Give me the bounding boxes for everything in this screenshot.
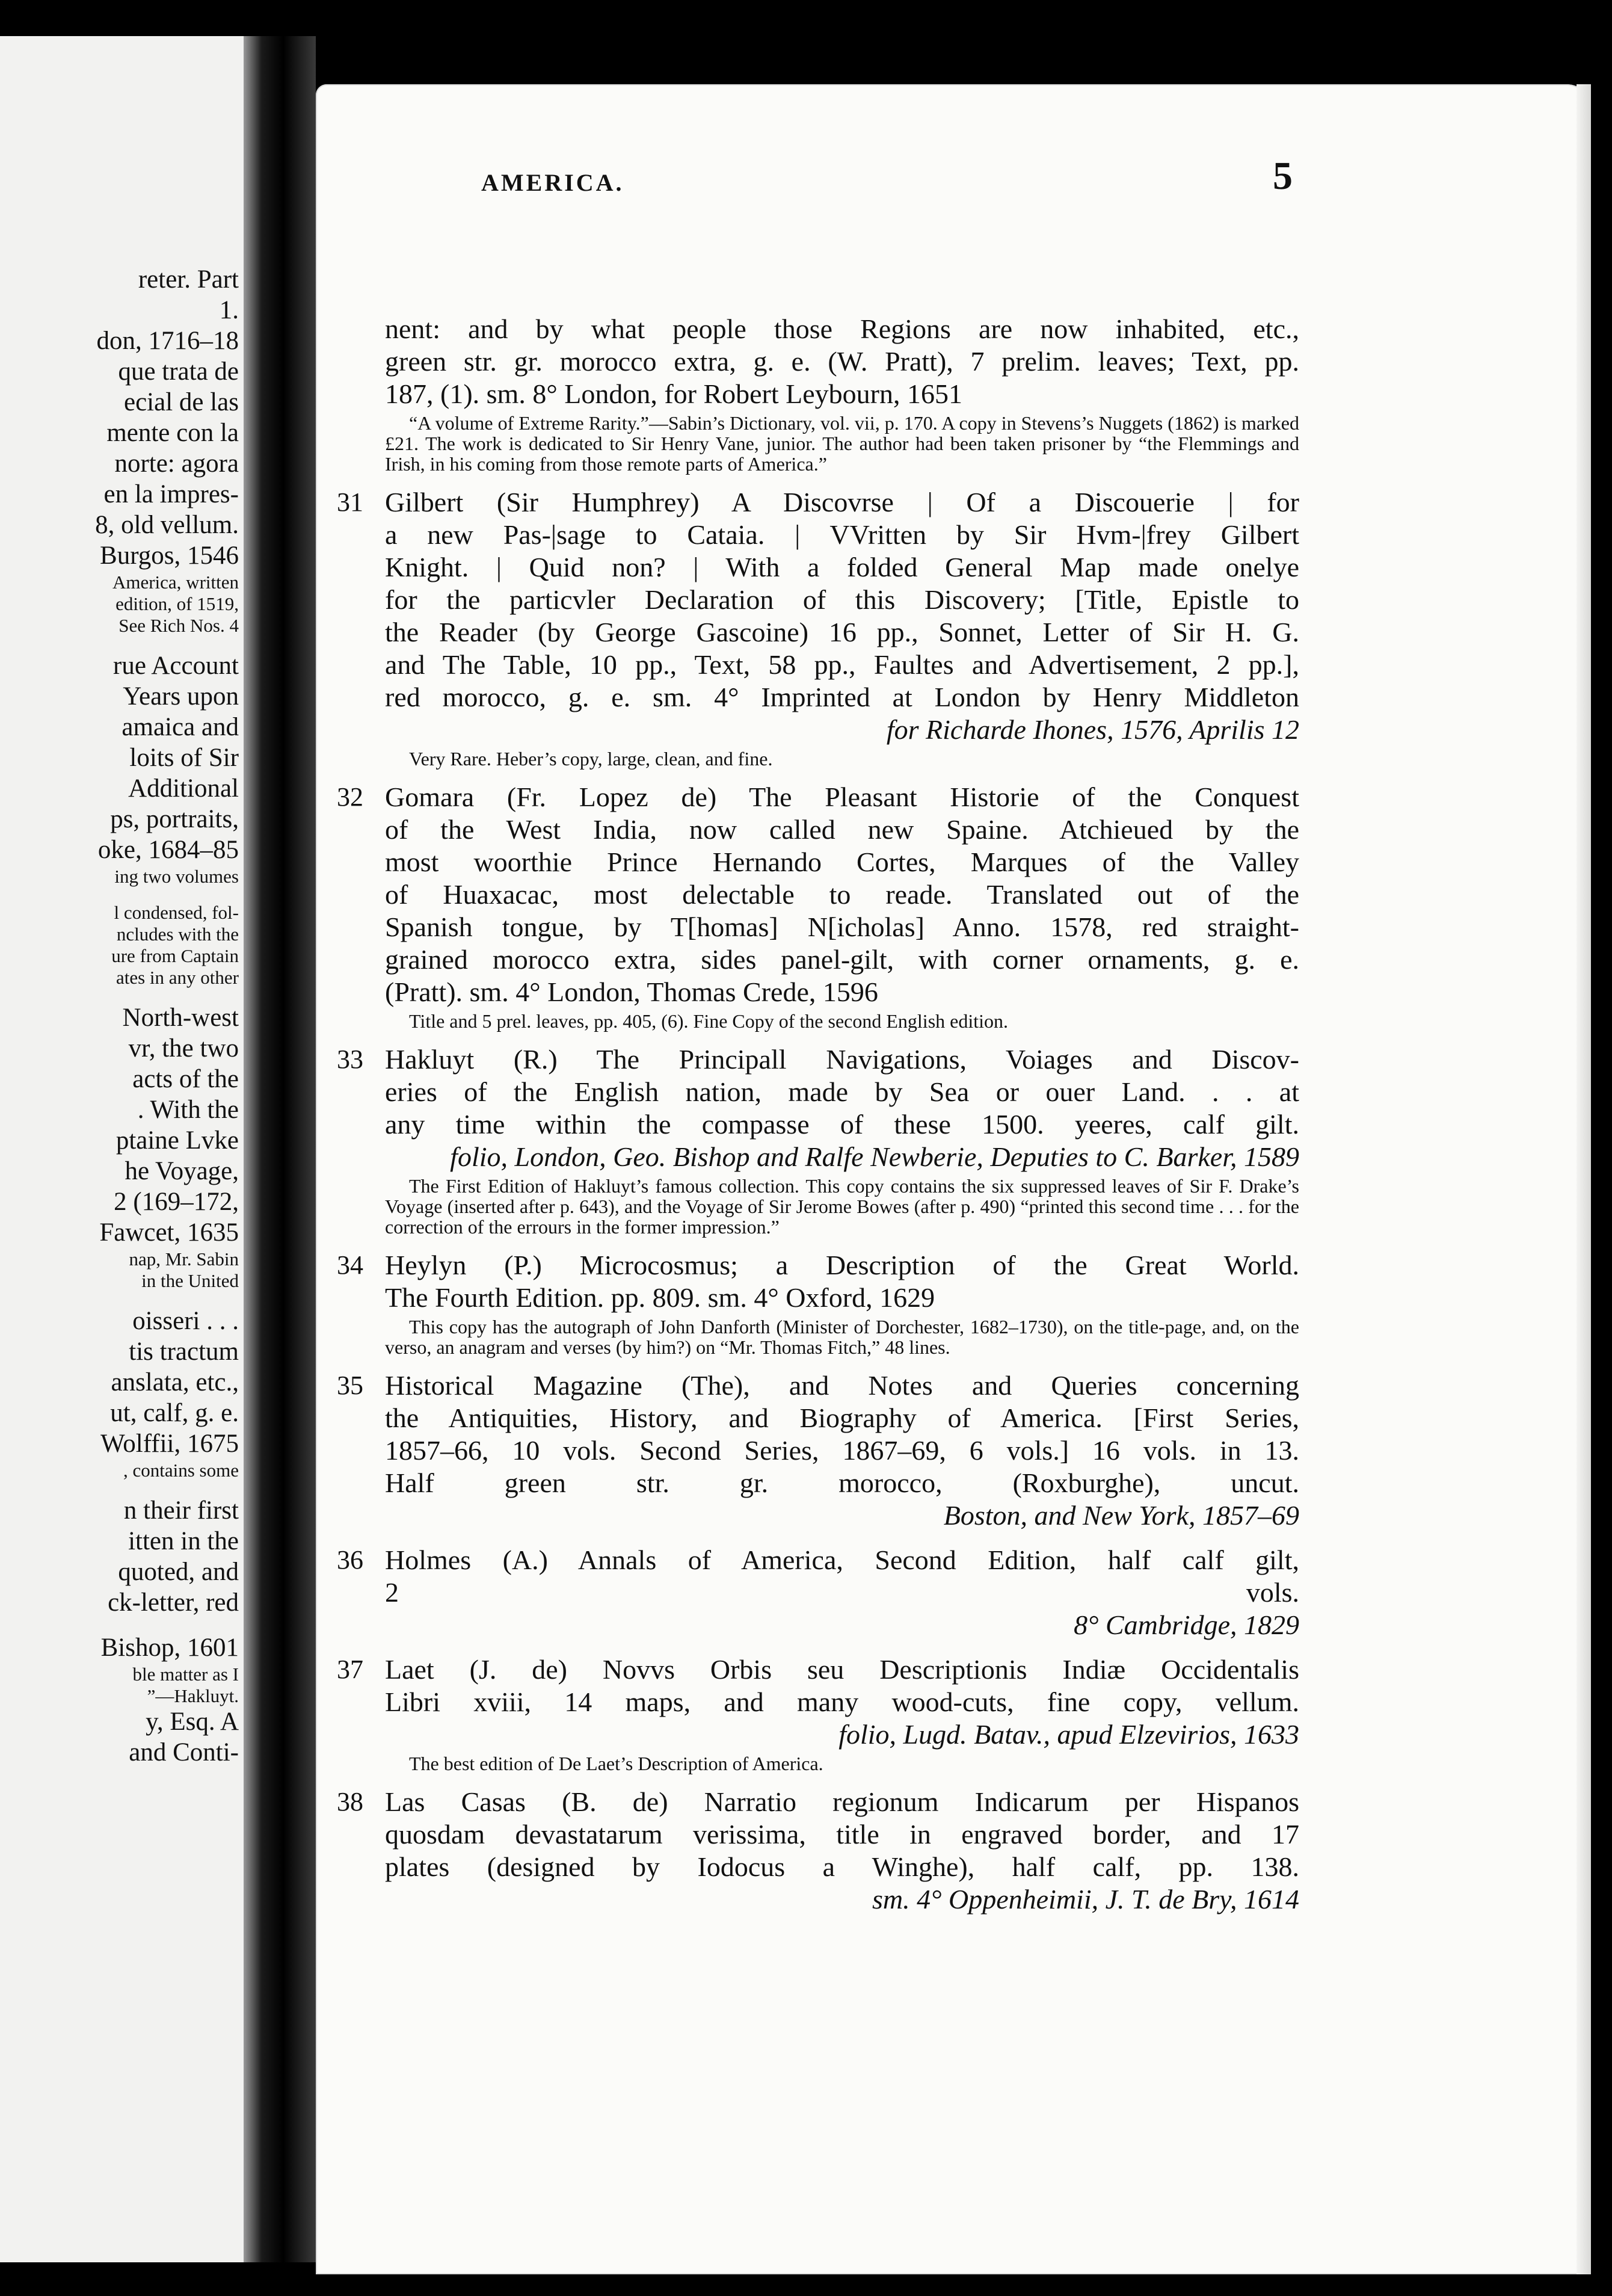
left-page-line: ps, portraits, xyxy=(110,805,239,833)
entry-text-line: Knight. | Quid non? | With a folded General Map made onelye xyxy=(385,552,1299,582)
left-page-line: and Conti- xyxy=(129,1738,239,1767)
entry-text-line: a new Pas-|sage to Cataia. | VVritten by Sir Hvm-|frey Gilbert xyxy=(385,519,1299,550)
catalogue-entry xyxy=(337,486,1299,770)
entry-text-line: 2 vols. xyxy=(385,1577,1299,1608)
left-page-line: Years upon xyxy=(123,682,239,711)
left-page-line: quoted, and xyxy=(118,1558,239,1586)
entry-text-line: Holmes (A.) Annals of America, Second Edition, half calf gilt, xyxy=(385,1545,1299,1575)
left-page-line: ncludes with the xyxy=(116,924,239,945)
entry-text-line: the Reader (by George Gascoine) 16 pp., Sonnet, Letter of Sir H. G. xyxy=(385,617,1299,647)
entry-imprint: sm. 4° Oppenheimii, J. T. de Bry, 1614 xyxy=(872,1884,1299,1915)
catalogue-entry xyxy=(337,1653,1299,1774)
entry-text-line: Historical Magazine (The), and Notes and Queries concerning xyxy=(385,1370,1299,1401)
left-page-line: Bishop, 1601 xyxy=(100,1634,239,1662)
left-page-line: ”—Hakluyt. xyxy=(147,1685,239,1706)
entry-note: Title and 5 prel. leaves, pp. 405, (6). Fine Copy of the second English edition. xyxy=(409,1010,1009,1032)
left-page-line: y, Esq. A xyxy=(146,1708,239,1736)
entry-note: Very Rare. Heber’s copy, large, clean, and fine. xyxy=(409,748,773,770)
entry-imprint: 8° Cambridge, 1829 xyxy=(1074,1609,1299,1640)
entry-text-line: Hakluyt (R.) The Principall Navigations, Voiages and Discov- xyxy=(385,1044,1299,1075)
entry-imprint: for Richarde Ihones, 1576, Aprilis 12 xyxy=(886,714,1299,745)
left-page-line: itten in the xyxy=(128,1527,239,1555)
left-page-line: loits of Sir xyxy=(129,744,239,772)
left-page-line: ck-letter, red xyxy=(108,1588,239,1617)
entry-number: 31 xyxy=(337,487,363,517)
entry-text-line: Gilbert (Sir Humphrey) A Discovrse | Of a Discouerie | for xyxy=(385,487,1299,517)
entry-text-line: and The Table, 10 pp., Text, 58 pp., Faultes and Advertisement, 2 pp.], xyxy=(385,649,1299,680)
left-page-line: rue Account xyxy=(113,652,239,680)
left-page-fragment xyxy=(0,36,244,2262)
entry-text-line: Laet (J. de) Novvs Orbis seu Descriptionis Indiæ Occidentalis xyxy=(385,1654,1299,1685)
left-page-line: Burgos, 1546 xyxy=(100,542,239,570)
left-page-line: ing two volumes xyxy=(114,866,239,887)
entry-text-line: the Antiquities, History, and Biography of America. [First Series, xyxy=(385,1403,1299,1433)
entry-text-line: Half green str. gr. morocco, (Roxburghe), uncut. xyxy=(385,1467,1299,1498)
left-page-line: que trata de xyxy=(118,357,239,386)
left-page-line: reter. Part xyxy=(138,265,239,294)
left-page-line: mente con la xyxy=(106,419,239,447)
left-page-line: Fawcet, 1635 xyxy=(99,1218,239,1247)
left-page-line: ure from Captain xyxy=(111,945,239,966)
entry-text-line: eries of the English nation, made by Sea or ouer Land. . . at xyxy=(385,1076,1299,1107)
entry-number: 38 xyxy=(337,1787,363,1816)
entry-text-line: green str. gr. morocco extra, g. e. (W. Pratt), 7 prelim. leaves; Text, pp. xyxy=(385,346,1299,377)
left-page-line: he Voyage, xyxy=(125,1157,239,1185)
entry-imprint: folio, Lugd. Batav., apud Elzevirios, 1633 xyxy=(838,1719,1299,1750)
left-page-line: en la impres- xyxy=(103,480,239,508)
catalogue-entry xyxy=(337,1249,1299,1358)
left-page-line: l condensed, fol- xyxy=(114,902,239,923)
entry-note: This copy has the autograph of John Danforth (Minister of Dorchester, 1682–1730), on the title-page, and, on the verso, an anagram and verses (by him?) on “Mr. Thomas Fitch,” 48 lines. xyxy=(385,1316,1299,1358)
left-page-line: ptaine Lvke xyxy=(115,1126,239,1155)
left-page-line: Additional xyxy=(128,774,239,803)
left-page-line: See Rich Nos. 4 xyxy=(118,615,239,636)
entry-number: 34 xyxy=(337,1250,363,1280)
entry-text-line: Spanish tongue, by T[homas] N[icholas] Anno. 1578, red straight- xyxy=(385,912,1299,942)
left-page-line: ut, calf, g. e. xyxy=(110,1399,239,1427)
catalogue-entries xyxy=(337,313,1299,1928)
catalogue-entry xyxy=(337,1043,1299,1238)
entry-note: “A volume of Extreme Rarity.”—Sabin’s Dictionary, vol. vii, p. 170. A copy in Stevens’s Nuggets (1862) is marked £21. The work is dedicated to Sir Henry Vane, junior. The author had been taken prisoner by “the Flemmings and Irish, in his coming from those remote parts of America.” xyxy=(385,412,1299,475)
entry-text-line: Las Casas (B. de) Narratio regionum Indicarum per Hispanos xyxy=(385,1786,1299,1817)
entry-text-line: Heylyn (P.) Microcosmus; a Description of the Great World. xyxy=(385,1250,1299,1280)
entry-text-line: any time within the compasse of these 1500. yeeres, calf gilt. xyxy=(385,1109,1299,1140)
entry-text-line: red morocco, g. e. sm. 4° Imprinted at London by Henry Middleton xyxy=(385,682,1299,712)
entry-number: 33 xyxy=(337,1045,363,1074)
left-page-line: America, written xyxy=(112,572,239,593)
left-page-line: don, 1716–18 xyxy=(96,327,239,355)
page-gutter-shadow xyxy=(244,36,316,2262)
entry-note: The best edition of De Laet’s Description of America. xyxy=(409,1753,823,1774)
entry-text-line: nent: and by what people those Regions are now inhabited, etc., xyxy=(385,313,1299,344)
left-page-line: . With the xyxy=(137,1096,239,1124)
entry-text-line: The Fourth Edition. pp. 809. sm. 4° Oxford, 1629 xyxy=(385,1282,935,1313)
catalogue-entry xyxy=(337,1786,1299,1916)
left-page-line: oisseri . . . xyxy=(132,1307,239,1335)
left-page-line: , contains some xyxy=(123,1460,239,1481)
entry-text-line: Libri xviii, 14 maps, and many wood-cuts, fine copy, vellum. xyxy=(385,1687,1299,1717)
left-page-line: acts of the xyxy=(132,1065,239,1093)
entry-text-line: (Pratt). sm. 4° London, Thomas Crede, 1596 xyxy=(385,977,878,1007)
left-page-line: North-west xyxy=(122,1004,239,1032)
left-page-line: in the United xyxy=(141,1270,239,1291)
entry-text-line: for the particvler Declaration of this Discovery; [Title, Epistle to xyxy=(385,584,1299,615)
left-page-line: amaica and xyxy=(122,713,239,741)
entry-number: 37 xyxy=(337,1655,363,1684)
running-head: AMERICA. xyxy=(481,169,624,196)
entry-text-line: Gomara (Fr. Lopez de) The Pleasant Historie of the Conquest xyxy=(385,782,1299,812)
left-page-line: Wolffii, 1675 xyxy=(100,1430,239,1458)
left-page-line: tis tractum xyxy=(129,1338,239,1366)
left-page-line: ates in any other xyxy=(115,967,239,988)
left-page-line: nap, Mr. Sabin xyxy=(129,1248,239,1270)
entry-text-line: plates (designed by Iodocus a Winghe), half calf, pp. 138. xyxy=(385,1851,1299,1882)
entry-text-line: grained morocco extra, sides panel-gilt, with corner ornaments, g. e. xyxy=(385,944,1299,975)
left-page-line: 2 (169–172, xyxy=(114,1188,239,1216)
left-page-line: ecial de las xyxy=(123,388,239,416)
left-page-line: oke, 1684–85 xyxy=(97,836,239,864)
left-page-line: edition, of 1519, xyxy=(115,593,239,614)
entry-text-line: 1857–66, 10 vols. Second Series, 1867–69, 6 vols.] 16 vols. in 13. xyxy=(385,1435,1299,1466)
left-page-line: n their first xyxy=(123,1496,239,1525)
catalogue-entry xyxy=(337,781,1299,1032)
entry-text-line: of Huaxacac, most delectable to reade. Translated out of the xyxy=(385,879,1299,910)
catalogue-entry xyxy=(385,313,1299,474)
entry-text-line: quosdam devastatarum verissima, title in engraved border, and 17 xyxy=(385,1819,1299,1850)
entry-imprint: Boston, and New York, 1857–69 xyxy=(943,1500,1299,1531)
entry-number: 36 xyxy=(337,1545,363,1575)
left-page-line: 8, old vellum. xyxy=(95,511,239,539)
catalogue-entry xyxy=(337,1544,1299,1641)
page-number: 5 xyxy=(1273,154,1293,198)
entry-text-line: most woorthie Prince Hernando Cortes, Marques of the Valley xyxy=(385,847,1299,877)
catalogue-entry xyxy=(337,1369,1299,1532)
entry-imprint: folio, London, Geo. Bishop and Ralfe Newberie, Deputies to C. Barker, 1589 xyxy=(450,1141,1299,1172)
left-page-line: norte: agora xyxy=(114,449,239,478)
entry-note: The First Edition of Hakluyt’s famous collection. This copy contains the six suppressed leaves of Sir F. Drake’s Voyage (inserted after p. 643), and the Voyage of Sir Jerome Bowes (after p. 490) “printed this second time . . . for the correction of the errours in the former impression.” xyxy=(385,1175,1299,1238)
left-page-line: vr, the two xyxy=(128,1034,239,1063)
entry-number: 35 xyxy=(337,1371,363,1400)
entry-text-line: 187, (1). sm. 8° London, for Robert Leybourn, 1651 xyxy=(385,378,962,409)
entry-number: 32 xyxy=(337,782,363,812)
left-page-line: 1. xyxy=(219,296,239,324)
left-page-line: ble matter as I xyxy=(132,1664,239,1685)
page-edge xyxy=(1577,84,1591,2274)
left-page-line: anslata, etc., xyxy=(111,1368,239,1396)
entry-text-line: of the West India, now called new Spaine. Atchieued by the xyxy=(385,814,1299,845)
